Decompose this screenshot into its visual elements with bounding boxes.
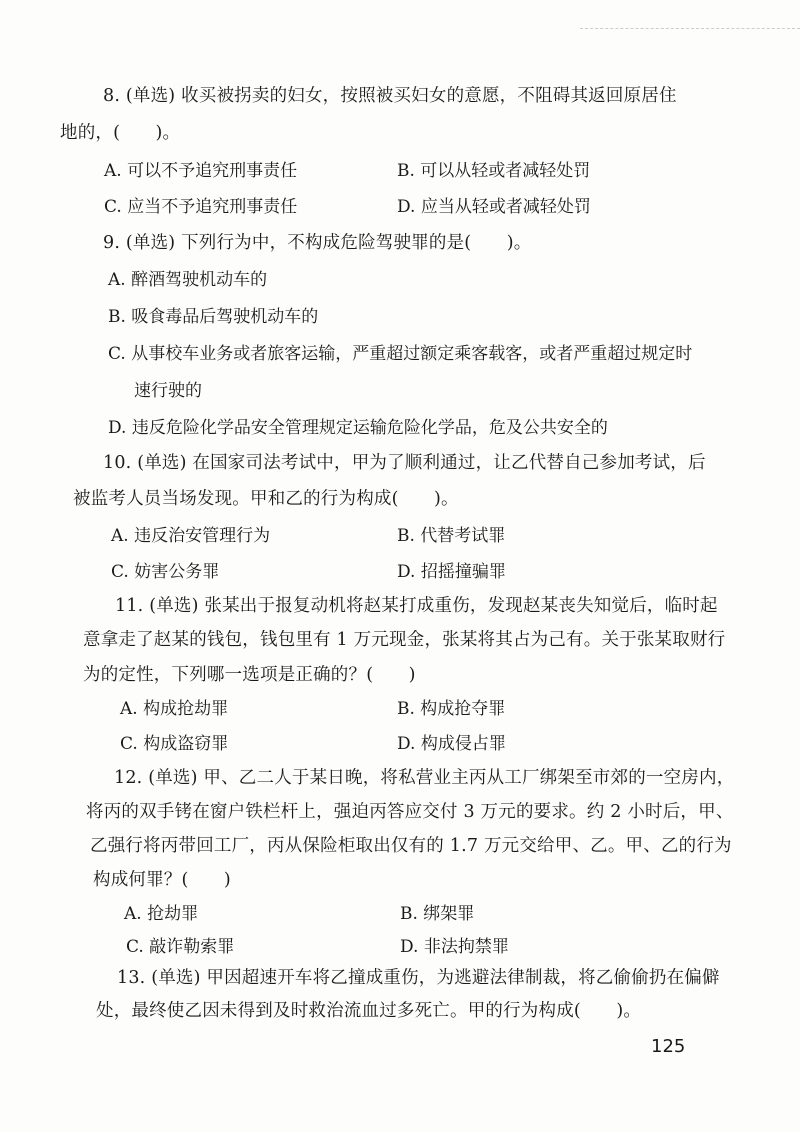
q12-stem-line-2: 将丙的双手铐在窗户铁栏杆上，强迫丙答应交付 3 万元的要求。约 2 小时后，甲、 <box>86 802 734 822</box>
q12-stem-line-3: 乙强行将丙带回工厂，丙从保险柜取出仅有的 1.7 万元交给甲、乙。甲、乙的行为 <box>90 836 732 856</box>
q10-option-d: D. 招摇撞骗罪 <box>397 562 506 582</box>
q13-stem-line-2: 处，最终使乙因未得到及时救治流血过多死亡。甲的行为构成( )。 <box>96 1001 642 1021</box>
page-number: 125 <box>651 1036 686 1057</box>
q12-option-a: A. 抢劫罪 <box>124 904 199 924</box>
q9-option-a: A. 醉酒驾驶机动车的 <box>108 270 268 290</box>
q11-option-d: D. 构成侵占罪 <box>397 734 506 754</box>
q10-stem-line-1: 10. (单选) 在国家司法考试中，甲为了顺利通过，让乙代替自己参加考试，后 <box>103 453 706 473</box>
q9-option-d: D. 违反危险化学品安全管理规定运输危险化学品，危及公共安全的 <box>108 418 608 438</box>
q11-stem-line-2: 意拿走了赵某的钱包，钱包里有 1 万元现金，张某将其占为己有。关于张某取财行 <box>83 630 726 650</box>
q11-option-b: B. 构成抢夺罪 <box>397 699 506 719</box>
q9-option-c-continued: 速行驶的 <box>134 381 202 401</box>
q9-option-b: B. 吸食毒品后驾驶机动车的 <box>108 307 319 327</box>
q10-option-c: C. 妨害公务罪 <box>111 562 220 582</box>
q10-option-b: B. 代替考试罪 <box>397 526 506 546</box>
q8-stem-line-2: 地的，( )。 <box>60 123 181 143</box>
q12-stem-line-4: 构成何罪？( ) <box>93 870 231 890</box>
q8-option-b: B. 可以从轻或者减轻处罚 <box>397 161 591 181</box>
q11-stem-line-3: 为的定性，下列哪一选项是正确的？( ) <box>83 665 416 685</box>
q12-option-b: B. 绑架罪 <box>400 904 475 924</box>
q11-stem-line-1: 11. (单选) 张某出于报复动机将赵某打成重伤，发现赵某丧失知觉后，临时起 <box>115 596 718 616</box>
q12-option-d: D. 非法拘禁罪 <box>400 937 509 957</box>
q8-option-a: A. 可以不予追究刑事责任 <box>104 161 298 181</box>
q8-option-c: C. 应当不予追究刑事责任 <box>104 197 298 217</box>
q11-option-a: A. 构成抢劫罪 <box>120 699 229 719</box>
q12-stem-line-1: 12. (单选) 甲、乙二人于某日晚，将私营业主丙从工厂绑架至市郊的一空房内， <box>114 768 735 788</box>
q9-stem-line-1: 9. (单选) 下列行为中，不构成危险驾驶罪的是( )。 <box>103 233 532 253</box>
q9-option-c: C. 从事校车业务或者旅客运输，严重超过额定乘客载客，或者严重超过规定时 <box>108 344 693 364</box>
scan-corner-mark <box>580 28 800 35</box>
q10-stem-line-2: 被监考人员当场发现。甲和乙的行为构成( )。 <box>73 489 459 509</box>
q10-option-a: A. 违反治安管理行为 <box>111 526 271 546</box>
q8-stem-line-1: 8. (单选) 收买被拐卖的妇女，按照被买妇女的意愿，不阻碍其返回原居住 <box>103 86 677 106</box>
q11-option-c: C. 构成盗窃罪 <box>120 734 229 754</box>
q12-option-c: C. 敲诈勒索罪 <box>126 937 235 957</box>
q13-stem-line-1: 13. (单选) 甲因超速开车将乙撞成重伤，为逃避法律制裁，将乙偷偷扔在偏僻 <box>117 968 720 988</box>
q8-option-d: D. 应当从轻或者减轻处罚 <box>397 197 591 217</box>
